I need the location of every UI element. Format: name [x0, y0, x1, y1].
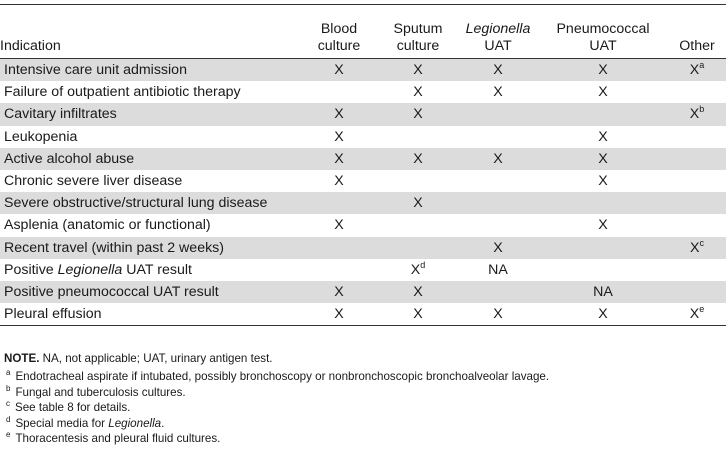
cell-pneumococcal: X: [598, 128, 608, 145]
row-indication: Positive pneumococcal UAT result: [0, 281, 300, 303]
table-row: [0, 81, 726, 103]
cell-other: [668, 126, 726, 148]
row-indication: Chronic severe liver disease: [4, 173, 183, 190]
cell-other: [668, 81, 726, 103]
cell-sputum: [378, 214, 458, 236]
cell-other: [668, 192, 726, 214]
row-indication: Severe obstructive/structural lung disease: [0, 192, 300, 214]
cell-sputum: X: [378, 148, 458, 170]
cell-blood: X: [334, 128, 344, 145]
cell-blood: X: [300, 59, 378, 82]
cell-blood: [300, 81, 378, 103]
cell-other: [668, 259, 726, 281]
table-row: [0, 148, 726, 170]
cell-legionella: X: [458, 303, 538, 326]
table-row: [0, 214, 726, 236]
cell-sputum: X: [378, 59, 458, 82]
cell-legionella: [458, 170, 538, 192]
table-row: [0, 259, 726, 281]
cell-sputum: $X^d$: [410, 259, 426, 278]
cell-sputum: [378, 237, 458, 259]
footnote-mark: c: [699, 237, 704, 248]
footnote-a: $^a$ Endotracheal aspirate if intubated, possibly bronchoscopy or nonbronchoscopic bronchoalveolar lavage.: [6, 368, 550, 384]
cell-pneumococcal: [538, 259, 668, 281]
cell-legionella: NA: [488, 261, 508, 278]
cell-pneumococcal: X: [598, 84, 608, 101]
cell-pneumococcal: X: [538, 59, 668, 82]
cell-blood: [300, 192, 378, 214]
diagnostic-testing-table: [0, 4, 726, 326]
cell-pneumococcal: X: [538, 303, 668, 326]
row-indication: Failure of outpatient antibiotic therapy: [4, 84, 241, 101]
table-row: [0, 281, 726, 303]
table-row: [0, 170, 726, 192]
cell-legionella: [458, 126, 538, 148]
cell-other: [668, 148, 726, 170]
cell-legionella: [458, 103, 538, 125]
footnote-b: $^b$ Fungal and tuberculosis cultures.: [6, 383, 186, 399]
cell-other: [668, 214, 726, 236]
row-indication: Cavitary infiltrates: [0, 103, 300, 125]
cell-pneumococcal: NA: [538, 281, 668, 303]
note-line: [4, 351, 549, 366]
header-pneumococcal-uat: Pneumococcal UAT: [538, 5, 668, 59]
row-indication: Active alcohol abuse: [0, 148, 300, 170]
cell-blood: X: [300, 103, 378, 125]
cell-legionella: X: [458, 237, 538, 259]
cell-other: [668, 281, 726, 303]
cell-sputum: [378, 170, 458, 192]
row-indication: Intensive care unit admission: [0, 59, 300, 82]
cell-legionella: X: [458, 59, 538, 82]
table-row: [0, 237, 726, 259]
cell-sputum: X: [378, 281, 458, 303]
cell-blood: X: [300, 281, 378, 303]
cell-pneumococcal: X: [598, 173, 608, 190]
cell-legionella: X: [493, 84, 503, 101]
table-row: [0, 103, 726, 125]
footnote-mark: d: [420, 259, 426, 270]
header-sputum-culture: Sputum culture: [378, 5, 458, 59]
cell-pneumococcal: X: [538, 148, 668, 170]
cell-other: $X^a$: [668, 59, 726, 82]
cell-legionella: [458, 192, 538, 214]
cell-legionella: X: [458, 148, 538, 170]
header-legionella-uat: Legionella UAT: [458, 5, 538, 59]
footnote-mark: a: [699, 60, 705, 71]
cell-pneumococcal: [538, 192, 668, 214]
cell-pneumococcal: X: [598, 217, 608, 234]
table-row: [0, 303, 726, 326]
header-blood-culture: Blood culture: [300, 5, 378, 59]
cell-sputum: [378, 126, 458, 148]
table-row: [0, 192, 726, 214]
footnote-mark: b: [699, 104, 705, 115]
footnote-c: $^c$ See table 8 for details.: [6, 399, 131, 415]
row-indication: Asplenia (anatomic or functional): [4, 217, 211, 234]
cell-legionella: [458, 214, 538, 236]
cell-sputum: X: [378, 303, 458, 326]
table-row: [0, 59, 726, 82]
footnote-e: $^e$ Thoracentesis and pleural fluid cultures.: [6, 430, 221, 446]
header-other: Other: [668, 5, 726, 59]
cell-blood: [300, 259, 378, 281]
row-indication: Pleural effusion: [0, 303, 300, 326]
table-header-row: [0, 5, 726, 59]
cell-pneumococcal: [538, 103, 668, 125]
cell-sputum: X: [378, 103, 458, 125]
footnote-mark: e: [699, 304, 705, 315]
cell-pneumococcal: [538, 237, 668, 259]
row-indication: Positive Legionella UAT result: [4, 261, 192, 278]
row-indication: Recent travel (within past 2 weeks): [0, 237, 300, 259]
cell-blood: [300, 237, 378, 259]
cell-other: [668, 170, 726, 192]
header-indication: Indication: [0, 5, 300, 59]
footnote-d: $^d$ Special media for Legionella.: [6, 414, 165, 430]
cell-other: $X^b$: [668, 103, 726, 125]
cell-other: $X^c$: [668, 237, 726, 259]
cell-blood: X: [334, 217, 344, 234]
table-notes: [4, 351, 549, 446]
note-label: NOTE.: [4, 352, 40, 365]
cell-blood: X: [300, 148, 378, 170]
cell-sputum: X: [378, 192, 458, 214]
table-row: [0, 126, 726, 148]
cell-blood: X: [300, 303, 378, 326]
note-text: NA, not applicable; UAT, urinary antigen test.: [39, 352, 273, 365]
cell-other: Xe: [668, 303, 726, 326]
cell-sputum: X: [413, 84, 423, 101]
cell-legionella: [458, 281, 538, 303]
cell-blood: X: [334, 173, 344, 190]
row-indication: Leukopenia: [4, 128, 78, 145]
